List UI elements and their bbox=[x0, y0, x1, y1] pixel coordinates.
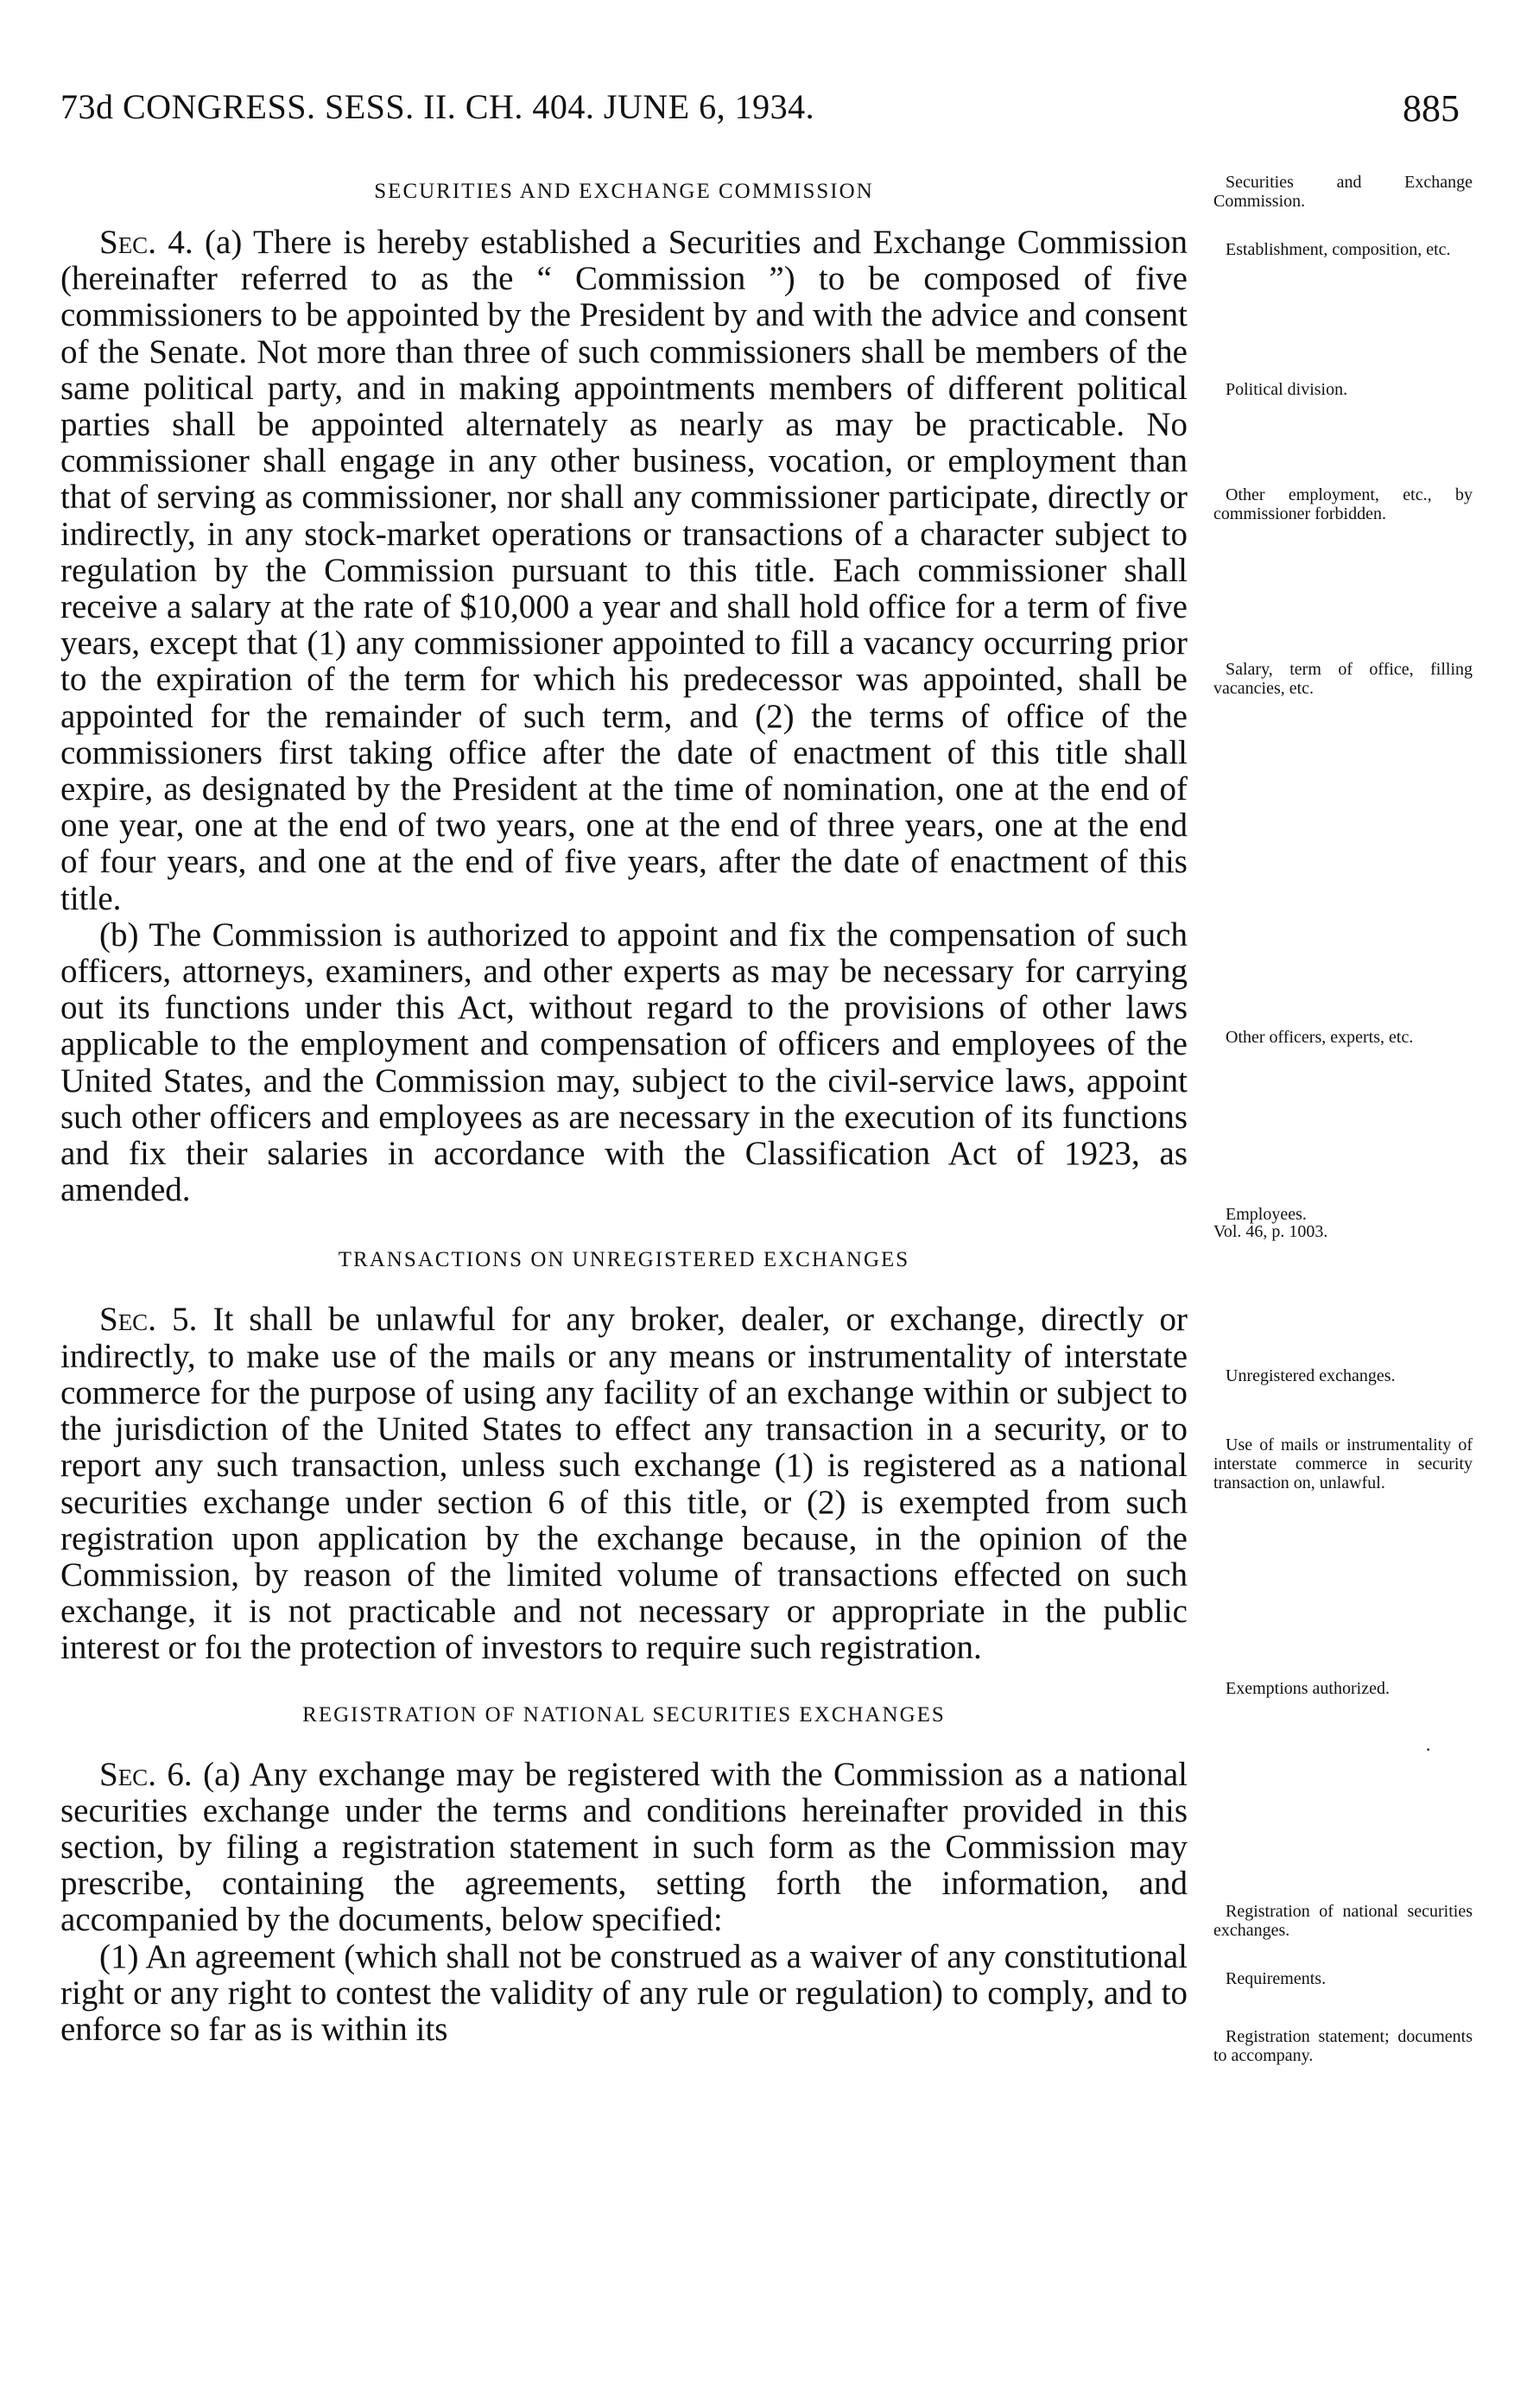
marginal-note: Registration of national securities exchanges. bbox=[1213, 1902, 1473, 1940]
section-5-paragraph bbox=[60, 1302, 1188, 1666]
section-4-heading: SECURITIES AND EXCHANGE COMMISSION bbox=[374, 180, 874, 203]
marginal-note: Registration statement; documents to accompany. bbox=[1213, 2027, 1473, 2065]
section-6-heading: REGISTRATION OF NATIONAL SECURITIES EXCHANGES bbox=[302, 1702, 946, 1727]
section-4-paragraph-b: (b) The Commission is authorized to appoint and fix the compensation of such officers, attorneys, examiners, and other experts as may be necessary for carrying out its functions under this Act, without regard to the provisions of other laws applicable to the employment and compensation of officers and employees of the United States, and the Commission may, subject to the civil-service laws, appoint such other officers and employees as are necessary in the execution of its functions and fix their salaries in accordance with the Classification Act of 1923, as amended. bbox=[60, 916, 1188, 1209]
section-4-label: Sec. 4. bbox=[99, 224, 193, 261]
section-6-text-a: (a) Any exchange may be registered with the Commission as a national securities exchange under the terms and conditions hereinafter provided in this section, by filing a registration statement in such form as the Commission may prescribe, containing the agreements, setting forth the information, and accompanied by the documents, below specified: bbox=[60, 1755, 1188, 1939]
marginal-note: Employees. bbox=[1226, 1205, 1307, 1224]
stray-mark: · bbox=[1425, 1739, 1432, 1760]
section-5-text: It shall be unlawful for any broker, dealer, or exchange, directly or indirectly, to make use of the mails or any means or instrumentality of interstate commerce for the purpose of using any facility of an exchange within or subject to the jurisdiction of the United States to effect any transaction in a security, or to report any such transaction, unless such exchange (1) is registered as a national securities exchange under section 6 of this title, or (2) is exempted from such registration upon application by the exchange because, in the opinion of the Commission, by reason of the limited volume of transactions effected on such exchange, it is not practicable and not necessary or appropriate in the public interest or foı the protection of investors to require such registration. bbox=[60, 1301, 1188, 1667]
marginal-note: Unregistered exchanges. bbox=[1226, 1366, 1396, 1385]
section-6-paragraph-a bbox=[60, 1757, 1188, 1939]
running-head bbox=[60, 86, 1460, 138]
marginal-note: Requirements. bbox=[1226, 1969, 1327, 1988]
marginal-note: Salary, term of office, filling vacancies, etc. bbox=[1213, 660, 1473, 698]
marginal-note: Securities and Exchange Commission. bbox=[1213, 173, 1473, 211]
section-5-label: Sec. 5. bbox=[99, 1301, 198, 1339]
section-6-paragraph-1: (1) An agreement (which shall not be construed as a waiver of any constitutional right or any right to contest the validity of any rule or regulation) to comply, and to enforce so far as is within its bbox=[60, 1937, 1188, 2048]
page-number: 885 bbox=[1403, 87, 1460, 130]
section-5-heading: TRANSACTIONS ON UNREGISTERED EXCHANGES bbox=[338, 1248, 910, 1272]
section-4-text-a: (a) There is hereby established a Securities and Exchange Commission (hereinafter referred to as the “ Commission ”) to be composed of five commissioners to be appointed by the President by and with the advice and consent of the Senate. Not more than three of such commissioners shall be members of the same political party, and in making appointments members of different political parties shall be appointed alternately as nearly as may be practicable. No commissioner shall engage in any other business, vocation, or employment than that of serving as commissioner, nor shall any commissioner participate, directly or indirectly, in any stock-market operations or transactions of a character subject to regulation by the Commission pursuant to this title. Each commissioner shall receive a salary at the rate of $10,000 a year and shall hold office for a term of five years, except that (1) any commissioner appointed to fill a vacancy occurring prior to the expiration of the term for which his predecessor was appointed, shall be appointed for the remainder of such term, and (2) the terms of office of the commissioners first taking office after the date of enactment of this title shall expire, as designated by the President at the time of nomination, one at the end of one year, one at the end of two years, one at the end of three years, one at the end of four years, and one at the end of five years, after the date of enactment of this title. bbox=[60, 224, 1188, 917]
marginal-note: Establishment, composition, etc. bbox=[1226, 240, 1451, 259]
marginal-note: Exemptions authorized. bbox=[1226, 1679, 1390, 1698]
section-4-paragraph-a bbox=[60, 225, 1188, 917]
marginal-note: Other employment, etc., by commissioner forbidden. bbox=[1213, 485, 1473, 523]
marginal-note: Political division. bbox=[1226, 380, 1348, 399]
running-head-title: 73d CONGRESS. SESS. II. CH. 404. JUNE 6, 1934. bbox=[60, 87, 815, 126]
marginal-note: Vol. 46, p. 1003. bbox=[1213, 1222, 1328, 1241]
marginal-note: Use of mails or instrumentality of interstate commerce in security transaction on, unlawful. bbox=[1213, 1435, 1473, 1492]
section-6-label: Sec. 6. bbox=[99, 1755, 193, 1793]
body-column bbox=[60, 173, 1188, 2048]
marginal-note: Other officers, experts, etc. bbox=[1226, 1028, 1414, 1047]
